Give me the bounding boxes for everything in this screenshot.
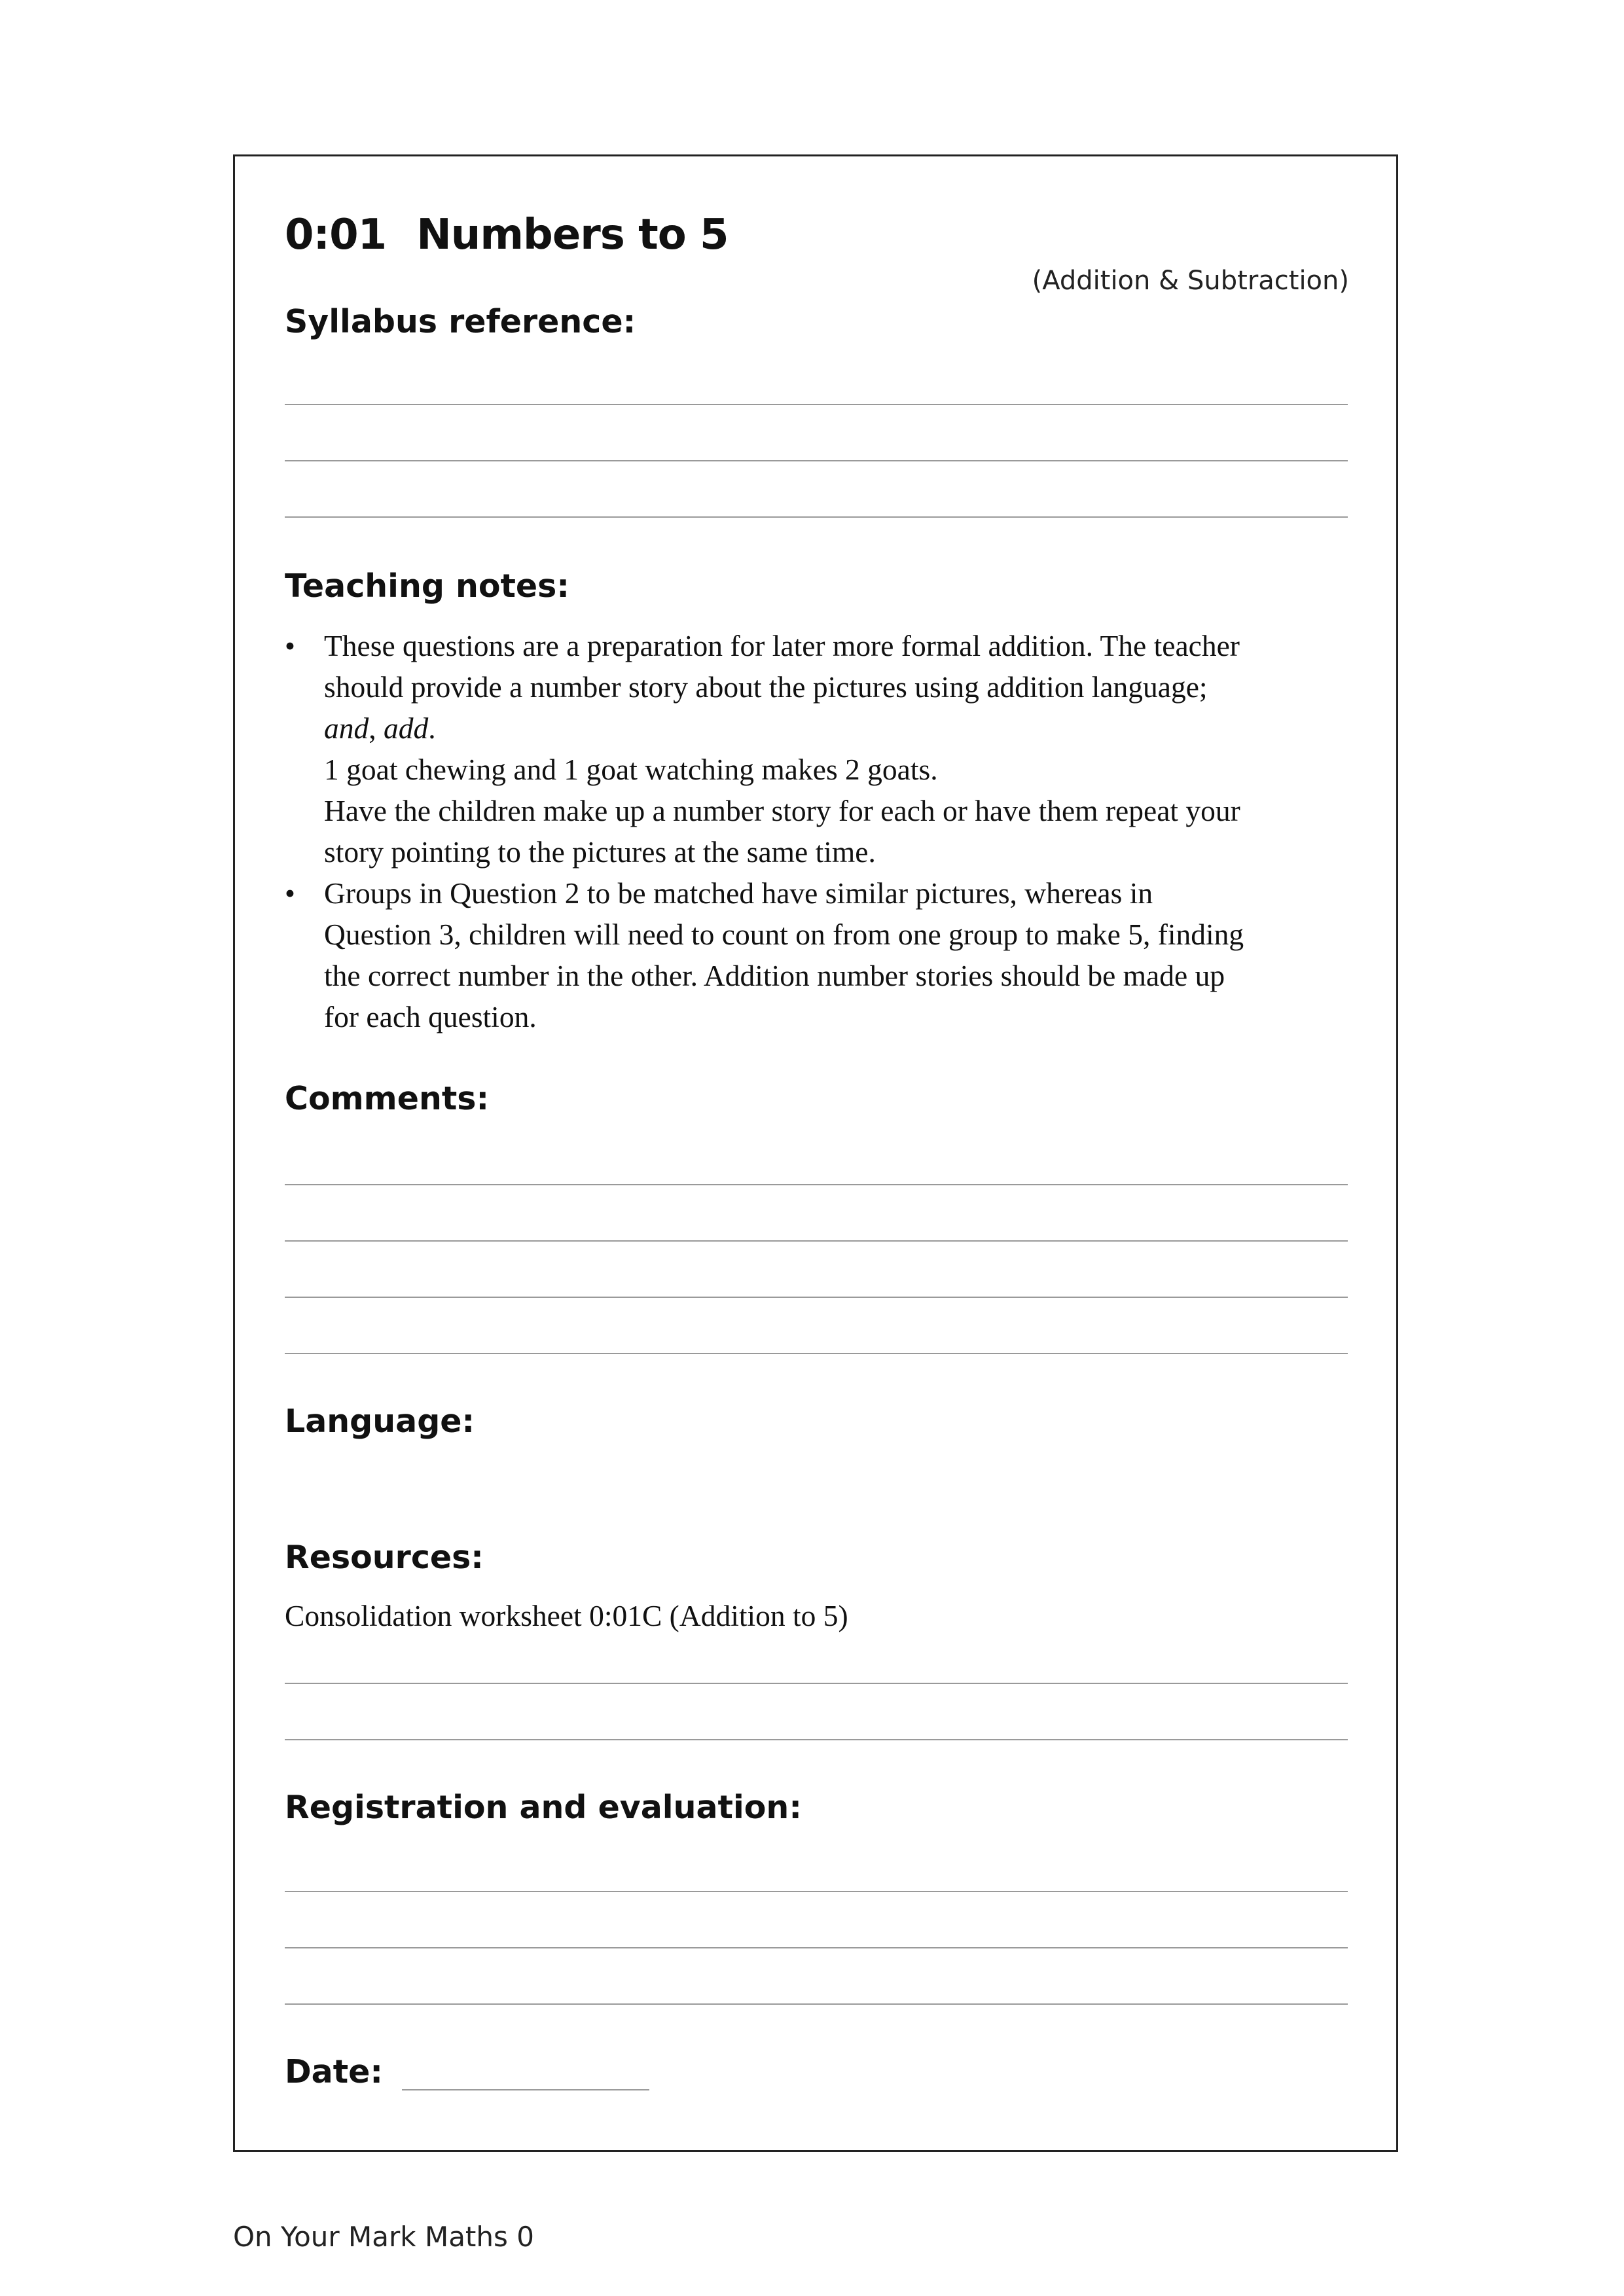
page-border <box>233 154 1398 2152</box>
teaching-note-item <box>285 872 1358 1037</box>
note-text-line: • These questions are a preparation for later more formal addition. The teacher <box>324 629 1240 662</box>
resources-heading: Resources: <box>285 1539 484 1576</box>
resources-write-line-1 <box>285 1683 1348 1684</box>
syllabus-heading: Syllabus reference: <box>285 303 636 340</box>
registration-write-line-1 <box>285 1891 1348 1892</box>
date-label: Date: <box>285 2053 383 2090</box>
note-text-line <box>324 708 1358 749</box>
teaching-note-item <box>285 625 1358 872</box>
note-text-line: Question 3, children will need to count on from one group to make 5, finding <box>324 918 1244 951</box>
footer-text: On Your Mark Maths 0 <box>233 2221 534 2253</box>
note-text-line: the correct number in the other. Addition number stories should be made up <box>324 959 1225 992</box>
teaching-notes-list <box>285 625 1358 1037</box>
lesson-strand: (Addition & Subtraction) <box>1032 266 1349 296</box>
note-text-line: story pointing to the pictures at the same time. <box>324 835 876 869</box>
keyword-and: and <box>324 711 369 745</box>
registration-write-line-3 <box>285 2003 1348 2005</box>
syllabus-write-line-2 <box>285 460 1348 461</box>
resource-item: Consolidation worksheet 0:01C (Addition to 5) <box>285 1599 848 1632</box>
syllabus-write-line-1 <box>285 404 1348 405</box>
syllabus-write-line-3 <box>285 516 1348 518</box>
note-text-line: • Groups in Question 2 to be matched have similar pictures, whereas in <box>324 876 1153 910</box>
teaching-notes-heading: Teaching notes: <box>285 567 569 605</box>
comments-heading: Comments: <box>285 1080 490 1117</box>
keyword-end: . <box>428 711 436 745</box>
note-text-line: should provide a number story about the pictures using addition language; <box>324 670 1208 704</box>
lesson-code: 0:01 <box>285 211 387 259</box>
comments-write-line-3 <box>285 1297 1348 1298</box>
note-text-line: for each question. <box>324 1000 537 1033</box>
keyword-add: add <box>384 711 429 745</box>
registration-heading: Registration and evaluation: <box>285 1789 802 1826</box>
keyword-separator: , <box>369 711 384 745</box>
language-heading: Language: <box>285 1403 475 1440</box>
lesson-title: Numbers to 5 <box>416 211 729 259</box>
page-title <box>285 211 729 259</box>
comments-write-line-4 <box>285 1353 1348 1354</box>
note-text-line: Have the children make up a number story for each or have them repeat your <box>324 794 1240 827</box>
registration-write-line-2 <box>285 1947 1348 1948</box>
date-write-line <box>402 2089 649 2090</box>
comments-write-line-1 <box>285 1184 1348 1185</box>
resources-write-line-2 <box>285 1739 1348 1740</box>
comments-write-line-2 <box>285 1240 1348 1242</box>
note-text-line: 1 goat chewing and 1 goat watching makes 2 goats. <box>324 753 938 786</box>
